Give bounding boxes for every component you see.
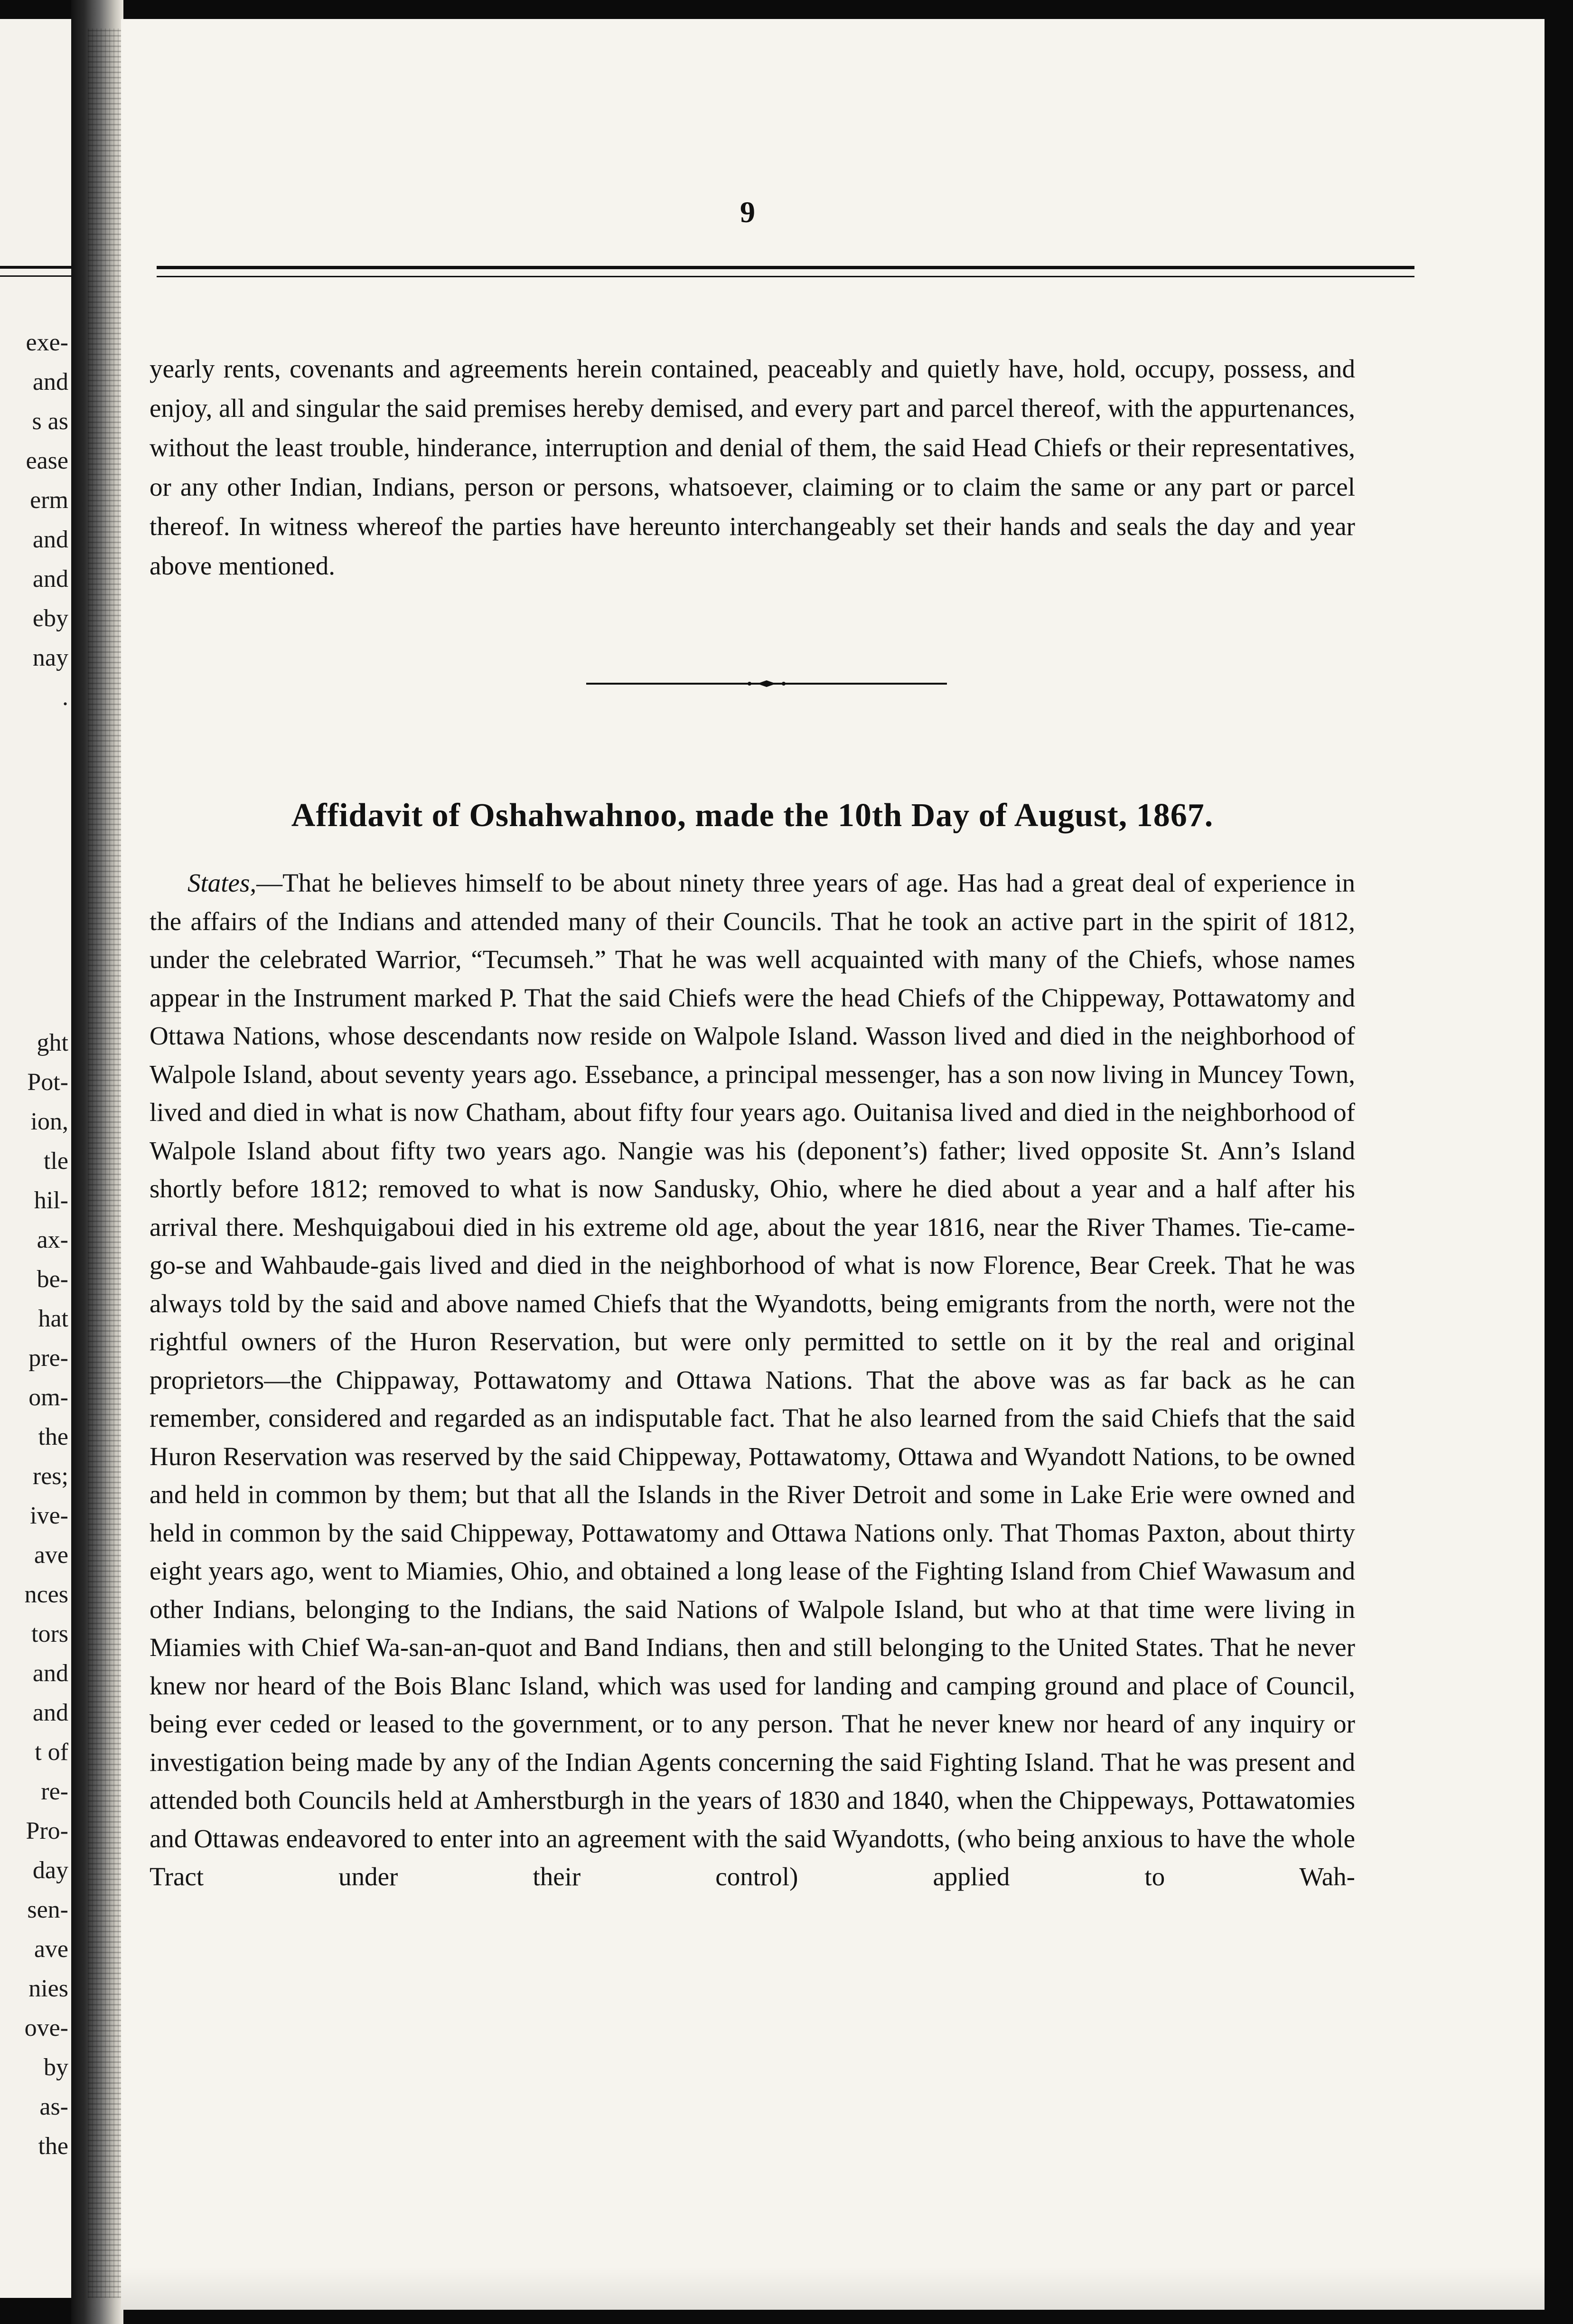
affidavit-paragraph	[150, 864, 1355, 1896]
facing-line: pre-	[28, 1345, 68, 1372]
scan-right-edge	[1545, 0, 1573, 2324]
facing-line: be-	[37, 1266, 68, 1293]
facing-line: re-	[41, 1778, 68, 1805]
facing-page-rule-thin	[0, 275, 71, 277]
facing-line: om-	[28, 1384, 68, 1411]
divider-line-left	[586, 683, 743, 685]
facing-line: and	[32, 1699, 68, 1726]
divider-line-right	[790, 683, 947, 685]
facing-line: hat	[38, 1305, 68, 1332]
affidavit-body: —That he believes himself to be about ninety three years of age. Has had a great deal of experience in the affairs of the Indians and attended many of their Councils. That he took an active part in the spirit of 1812, under the celebrated Warrior, “Tecumseh.” That he was well acquainted with many of the Chiefs, whose names appear in the Instrument marked P. That the said Chiefs were the head Chiefs of the Chippeway, Pottawatomy and Ottawa Nations, whose descendants now reside on Walpole Island. Wasson lived and died in the neighborhood of Walpole Island, about seventy years ago. Essebance, a principal messenger, has a son now living in Muncey Town, lived and died in what is now Chatham, about fifty four years ago. Ouitanisa lived and died in the neighborhood of Walpole Island about fifty two years ago. Nangie was his (deponent’s) father; lived opposite St. Ann’s Island shortly before 1812; removed to what is now Sandusky, Ohio, where he died about a year and a half after his arrival there. Meshquigaboui died in his extreme old age, about the year 1816, near the River Thames. Tie-came-go-se and Wahbaude-gais lived and died in the neighborhood of what is now Florence, Bear Creek. That he was always told by the said and above named Chiefs that the Wyandotts, being emigrants from the north, were not the rightful owners of the Huron Reservation, but were only permitted to settle on it by the real and original proprietors—the Chippaway, Pottawatomy and Ottawa Nations. That the above was as far back as he can remember, considered and regarded as an indisputable fact. That he also learned from the said Chiefs that the said Huron Reservation was reserved by the said Chippeway, Pottawatomy, Ottawa and Wyandott Nations, to be owned and held in common by them; but that all the Islands in the River Detroit and some in Lake Erie were owned and held in common by the said Chippeway, Pottawatomy and Ottawa Nations only. That Thomas Paxton, about thirty eight years ago, went to Miamies, Ohio, and obtained a long lease of the Fighting Island from Chief Wawasum and other Indians, belonging to the Indians, the said Nations of Walpole Island, but who at that time were living in Miamies with Chief Wa-san-an-quot and Band Indians, then and still belonging to the United States. That he never knew nor heard of the Bois Blanc Island, which was used for landing and camping ground and place of Council, being ever ceded or leased to the government, or to any person. That he never knew nor heard of any inquiry or investigation being made by any of the Indian Agents concerning the said Fighting Island. That he was present and attended both Councils held at Amherstburgh in the years of 1830 and 1840, when the Chippeways, Pottawatomies and Ottawas endeavored to enter into an agreement with the said Wyandotts, (who being anxious to have the whole Tract under their control) applied to Wah-	[150, 868, 1355, 1891]
facing-line: eby	[32, 605, 68, 632]
page-number: 9	[740, 195, 755, 229]
facing-line: ive-	[30, 1502, 68, 1529]
facing-line: tors	[31, 1620, 68, 1647]
facing-page-text-top	[0, 323, 71, 717]
continued-paragraph: yearly rents, covenants and agreements herein contained, peaceably and quietly have, hold, occupy, possess, and enjoy, all and singular the said premises hereby demised, and every part and parcel thereof, with the appurtenances, without the least trouble, hinderance, interruption and denial of them, the said Head Chiefs or their representatives, or any other Indian, Indians, person or persons, whatsoever, claiming or to claim the same or any part or parcel thereof. In witness whereof the parties have hereunto interchangeably set their hands and seals the day and year above mentioned.	[150, 354, 1355, 580]
facing-line: and	[32, 368, 68, 395]
facing-line: ax-	[37, 1226, 68, 1253]
affidavit-lead-word: States,	[187, 868, 257, 897]
facing-line: nay	[32, 644, 68, 671]
facing-line: and	[32, 1660, 68, 1687]
facing-line: nces	[24, 1581, 68, 1608]
facing-line: .	[62, 684, 68, 711]
header-rule-thick	[157, 266, 1414, 269]
facing-line: and	[32, 565, 68, 593]
facing-line: the	[38, 1423, 68, 1450]
facing-line: res;	[32, 1463, 68, 1490]
facing-line: exe-	[26, 329, 68, 356]
facing-page-text-bottom	[0, 1023, 71, 2166]
facing-line: Pot-	[27, 1069, 68, 1096]
main-page	[121, 19, 1545, 2310]
facing-line: ght	[37, 1029, 68, 1056]
facing-line: day	[32, 1857, 68, 1884]
facing-line: as-	[39, 2093, 68, 2120]
facing-line: ave	[34, 1936, 68, 1963]
facing-line: nies	[28, 1975, 68, 2002]
facing-line: ion,	[30, 1108, 68, 1135]
facing-page-rule	[0, 266, 71, 269]
facing-line: sen-	[27, 1896, 68, 1923]
facing-line: Pro-	[26, 1817, 68, 1844]
facing-line: s as	[32, 408, 68, 435]
divider-ornament-icon	[743, 679, 790, 688]
gutter-texture	[88, 28, 123, 2298]
facing-line: ave	[34, 1542, 68, 1569]
header-rule-thin	[157, 276, 1414, 277]
facing-line: and	[32, 526, 68, 553]
page-bottom-shading	[121, 2267, 1545, 2310]
facing-line: ease	[26, 447, 68, 474]
section-divider	[586, 677, 947, 691]
facing-line: tle	[44, 1148, 68, 1175]
facing-line: ove-	[24, 2014, 68, 2042]
facing-line: hil-	[34, 1187, 68, 1214]
facing-line: by	[44, 2054, 68, 2081]
section-heading: Affidavit of Oshahwahnoo, made the 10th Day of August, 1867.	[291, 797, 1214, 834]
facing-line: erm	[30, 487, 68, 514]
facing-page-fragment	[0, 19, 71, 2298]
facing-line: t of	[35, 1739, 68, 1766]
facing-line: the	[38, 2133, 68, 2160]
